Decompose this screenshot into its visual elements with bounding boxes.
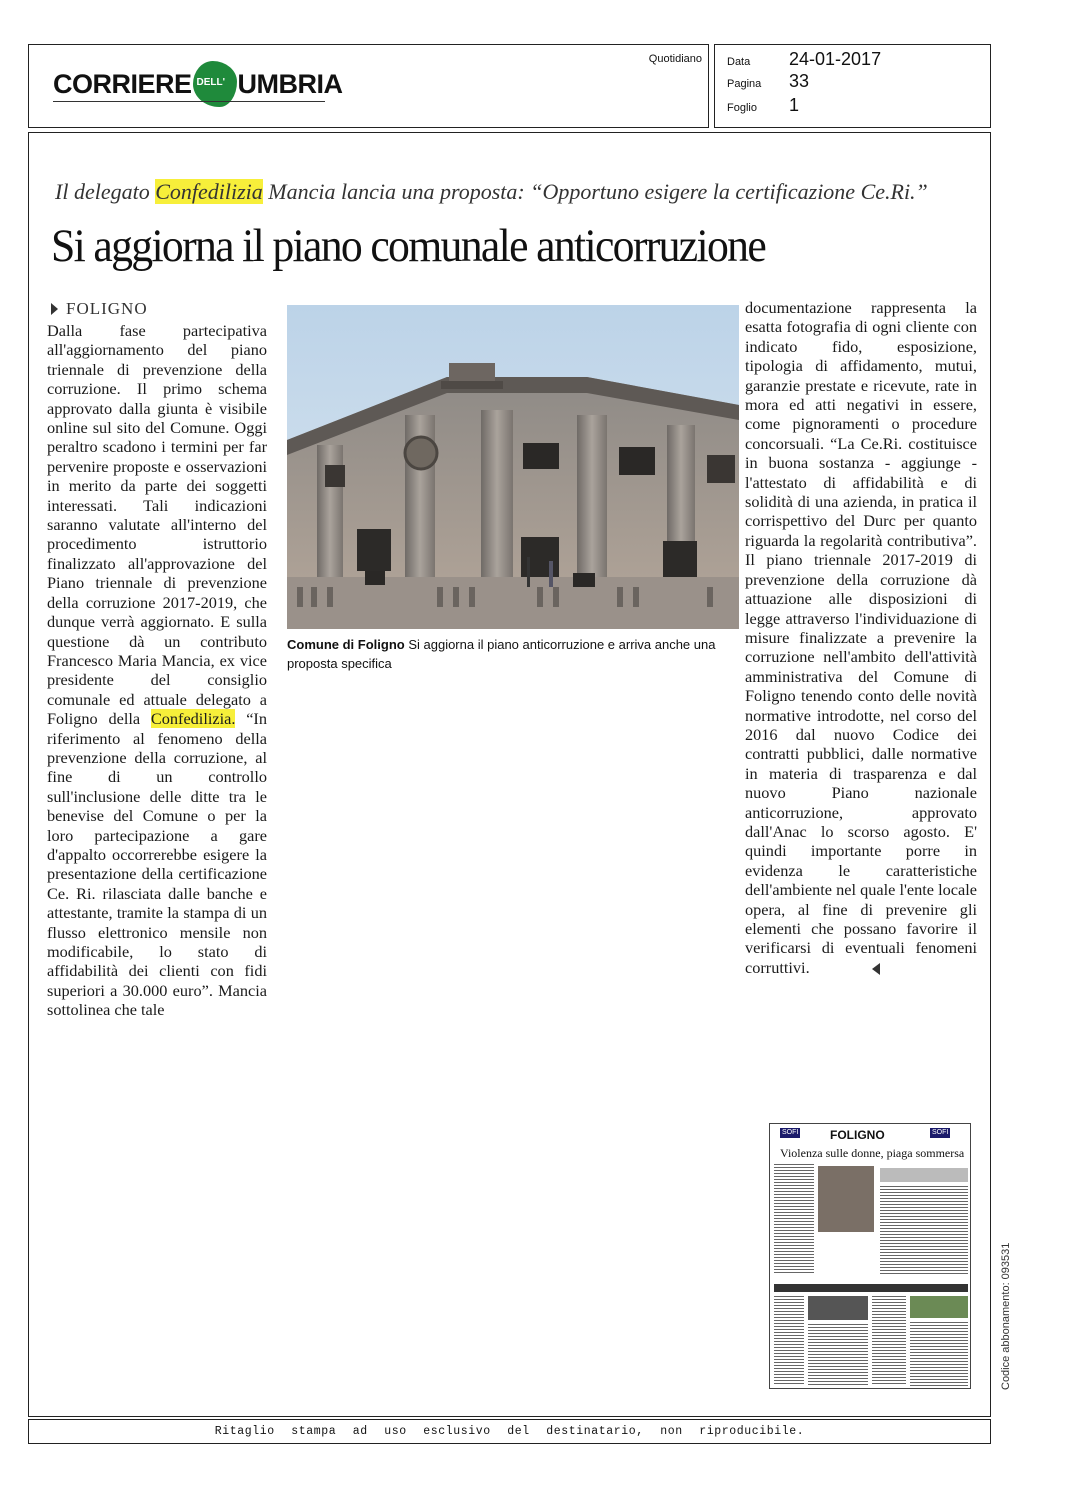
thumb-text-block-5 (872, 1296, 906, 1386)
page-value: 33 (789, 71, 810, 91)
page-label: Pagina (727, 78, 762, 90)
article-photo (287, 305, 739, 629)
sheet-label: Foglio (727, 102, 757, 114)
article-column-3 (745, 298, 977, 977)
end-of-article-triangle-icon (872, 963, 880, 975)
caption-bold: Comune di Foligno (287, 637, 405, 652)
article-column-1 (47, 321, 267, 1020)
logo-text-left: CORRIERE (53, 68, 192, 99)
thumb-text-block (774, 1164, 814, 1274)
thumb-box (880, 1168, 968, 1182)
kicker (55, 179, 928, 205)
photo-caption (287, 635, 739, 673)
date-value: 24-01-2017 (789, 49, 882, 69)
kicker-text-before: Il delegato (55, 179, 156, 204)
thumb-headline: Violenza sulle donne, piaga sommersa (780, 1146, 965, 1160)
col1-text-before: Dalla fase partecipativa all'aggiornamento del piano triennale di prevenzione della corruzione. Il primo schema approvato dalla giunta è visibile online sul sito del Comune. Oggi peraltro scadono i termini per far pervenire proposte e osservazioni in merito da parte dei soggetti interessati. Tali indicazioni saranno valutate all'interno del procedimento istruttorio finalizzato all'approvazione del Piano triennale di prevenzione della corruzione 2017-2019, che dunque verrà aggiornato. E sulla questione dà un contributo Francesco Maria Mancia, ex vice presidente del consiglio comunale ed attuale delegato a Foligno della (47, 321, 267, 729)
dateline-text: FOLIGNO (66, 299, 148, 318)
thumb-photo-3 (910, 1296, 968, 1318)
footer-notice-box (28, 1419, 991, 1444)
date-row (727, 49, 881, 70)
metadata-box (714, 44, 991, 128)
thumb-logo-right: SOFI (932, 1129, 949, 1136)
thumb-section: FOLIGNO (830, 1128, 885, 1142)
logo-text-mid: DELL' (196, 77, 226, 88)
thumb-headline-bar (774, 1284, 968, 1292)
col3-text: documentazione rappresenta la esatta fotografia di ogni cliente con indicato fido, esposizione, tipologia di affidamento, mutui, garanzie prestate e ricevute, rate in mora ed atti negativi in essere, come pignoramenti o procedure concorsuali. “La Ce.Ri. costituisce in buona sostanza - aggiunge - l'attestato di affidabilità e di solidità di una azienda, in pratica il corrispettivo del Durc per quanto riguarda la regolarità contributiva”. Il piano triennale 2017-2019 di prevenzione della corruzione dà attuazione alle disposizioni di legge attraverso l'individuazione di misure finalizzate a prevenire la corruzione nell'ambito dell'attività amministrativa del Comune di Foligno tenendo conto delle novità normative introdotte, nel corso del 2016 dal nuovo Codice dei contratti pubblici, dalle normative in materia di trasparenza e dal nuovo Piano nazionale anticorruzione, approvato dall'Anac lo scorso agosto. E' quindi importante porre in evidenza le caratteristiche dell'ambiente nel quale l'ente locale opera, al fine di prevenire gli elementi che possano favorire il verificarsi di eventuali fenomeni corruttivi. (745, 298, 977, 977)
kicker-highlight: Confedilizia (155, 179, 263, 204)
dateline (51, 299, 148, 319)
sheet-value: 1 (789, 95, 800, 115)
col1-text-after: “In riferimento al fenomeno della prevenzione della corruzione, al fine di un controllo sull'inclusione delle ditte tra le benevise del Comune o per la loro partecipazione a gare d'appalto occorrerebbe esigere la presentazione della certificazione Ce. Ri. rilasciata dalle banche e attestante, tramite la stampa di un flusso elettronico mensile non modificabile, lo stato di affidabilità dei clienti con fidi superiori a 30.000 euro”. Mancia sottolinea che tale (47, 709, 267, 1020)
subscription-code: Codice abbonamento: 093531 (1000, 1242, 1012, 1390)
article-clipping (28, 132, 991, 1417)
footer-notice: Ritaglio stampa ad uso esclusivo del destinatario, non riproducibile. (214, 1425, 805, 1438)
dateline-triangle-icon (51, 303, 58, 315)
logo-underline (53, 101, 325, 102)
caption-text: Si aggiorna il piano anticorruzione e arriva anche una proposta specifica (287, 637, 716, 671)
thumb-logo-left: SOFI (782, 1129, 799, 1136)
logo-text-right: UMBRIA (237, 68, 343, 99)
date-label: Data (727, 56, 751, 68)
thumb-photo (818, 1166, 874, 1232)
thumb-text-block-3 (774, 1296, 804, 1386)
page-thumbnail (769, 1123, 971, 1389)
thumb-text-block-6 (910, 1322, 968, 1386)
thumb-photo-2 (808, 1296, 868, 1320)
building-facade-image (287, 305, 739, 629)
thumb-text-block-2 (880, 1186, 968, 1276)
sheet-row (727, 95, 799, 116)
masthead-box (28, 44, 709, 128)
kicker-text-after: Mancia lancia una proposta: “Opportuno esigere la certificazione Ce.Ri.” (262, 179, 928, 204)
publication-type: Quotidiano (648, 53, 702, 65)
col1-highlight: Confedilizia. (150, 709, 236, 729)
headline: Si aggiorna il piano comunale anticorruzione (51, 220, 766, 272)
page-row (727, 71, 809, 92)
thumb-text-block-4 (808, 1324, 868, 1386)
